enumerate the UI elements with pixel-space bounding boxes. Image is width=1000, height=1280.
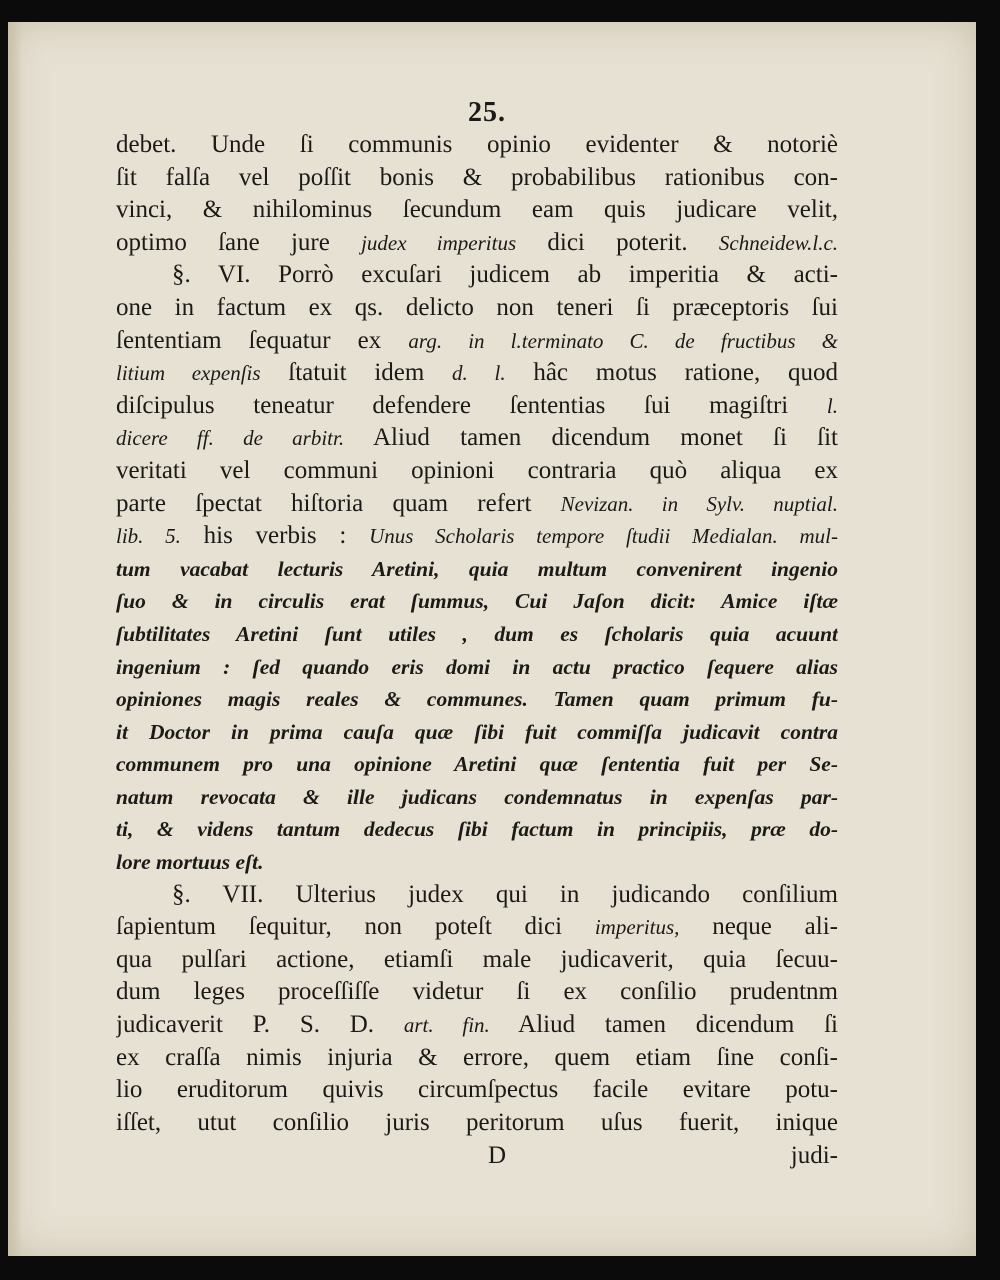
catchword: judi- [790, 1142, 838, 1170]
text-line-28: judicaverit P. S. D. art. fin. Aliud tamen dicendum ſi [116, 1011, 838, 1039]
text-line-2: ſit falſa vel poſſit bonis & probabilibus rationibus con- [116, 163, 838, 191]
text-line-27: dum leges proceſſiſſe videtur ſi ex conſilio prudentnm [116, 978, 838, 1006]
text-line-11: veritati vel communi opinioni contraria quò aliqua ex [116, 456, 838, 484]
text-line-7: ſententiam ſequatur ex arg. in l.terminato C. de fructibus & [116, 326, 838, 354]
quote-line-7: communem pro una opinione Aretini quæ ſententia fuit per Se- [116, 752, 838, 777]
signature-mark: D [488, 1142, 507, 1170]
quote-line-10: lore mortuus eſt. [116, 850, 264, 875]
text-line-8: litium expenſis ſtatuit idem d. l. hâc motus ratione, quod [116, 359, 838, 387]
quote-line-3: ſubtilitates Aretini ſunt utiles , dum es ſcholaris quia acuunt [116, 621, 838, 646]
page-edge-shadow [8, 22, 22, 1256]
text-line-31: iſſet, utut conſilio juris peritorum uſus fuerit, inique [116, 1108, 838, 1136]
quote-line-1: tum vacabat lecturis Aretini, quia multum convenirent ingenio [116, 556, 838, 581]
text-line-4: optimo ſane jure judex imperitus dici poterit. Schneidew.l.c. [116, 228, 838, 256]
text-line-6: one in factum ex qs. delicto non teneri ſi præceptoris ſui [116, 293, 838, 321]
section-vi-heading-line: §. VI. Porrò excuſari judicem ab imperitia & acti- [172, 261, 838, 289]
text-line-13: lib. 5. his verbis : Unus Scholaris tempore ſtudii Medialan. mul- [116, 522, 838, 550]
text-line-9: diſcipulus teneatur defendere ſententias ſui magiſtri l. [116, 391, 838, 419]
page-number: 25. [468, 97, 506, 128]
text-line-1: debet. Unde ſi communis opinio evidenter & notoriè [116, 131, 838, 158]
text-line-3: vinci, & nihilominus ſecundum eam quis judicare velit, [116, 196, 838, 224]
section-vii-heading-line: §. VII. Ulterius judex qui in judicando conſilium [172, 880, 838, 908]
text-line-12: parte ſpectat hiſtoria quam refert Nevizan. in Sylv. nuptial. [116, 489, 838, 517]
quote-line-9: ti, & videns tantum dedecus ſibi factum in principiis, præ do- [116, 817, 838, 842]
quote-line-4: ingenium : ſed quando eris domi in actu practico ſequere alias [116, 654, 838, 679]
text-line-30: lio eruditorum quivis circumſpectus facile evitare potu- [116, 1076, 838, 1104]
text-line-10: dicere ff. de arbitr. Aliud tamen dicendum monet ſi ſit [116, 424, 838, 452]
quote-line-6: it Doctor in prima cauſa quæ ſibi fuit commiſſa judicavit contra [116, 719, 838, 744]
book-page [8, 22, 976, 1256]
quote-line-5: opiniones magis reales & communes. Tamen quam primum fu- [116, 687, 838, 712]
page-content [116, 97, 838, 1173]
page-footer [116, 1139, 838, 1173]
quote-line-8: natum revocata & ille judicans condemnatus in expenſas par- [116, 784, 838, 809]
text-line-25: ſapientum ſequitur, non poteſt dici imperitus, neque ali- [116, 913, 838, 941]
text-line-26: qua pulſari actione, etiamſi male judicaverit, quia ſecuu- [116, 945, 838, 973]
quote-line-2: ſuo & in circulis erat ſummus, Cui Jaſon dicit: Amice iſtæ [116, 589, 838, 614]
text-line-29: ex craſſa nimis injuria & errore, quem etiam ſine conſi- [116, 1043, 838, 1071]
